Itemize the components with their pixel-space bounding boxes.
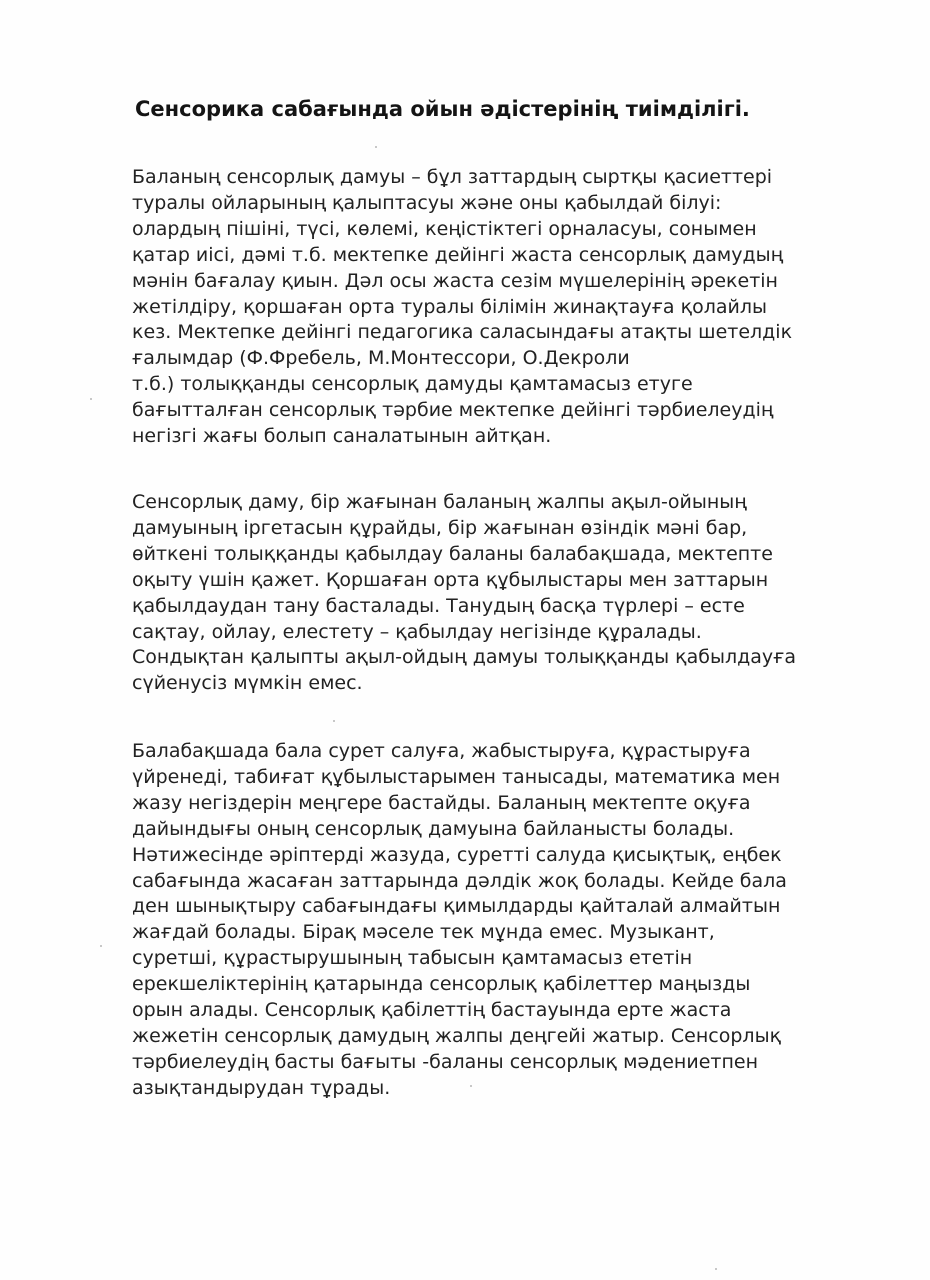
paragraph-line: бағытталған сенсорлық тәрбие мектепке дейінгі тәрбиелеудің xyxy=(132,399,774,422)
scan-speck xyxy=(470,1085,472,1087)
paragraph-line: тәрбиелеудің басты бағыты -баланы сенсорлық мәдениетпен xyxy=(132,1050,758,1073)
paragraph-line: жағдай болады. Бірақ мәселе тек мұнда емес. Музыкант, xyxy=(132,921,715,944)
paragraph-line: суретші, құрастырушының табысын қамтамасыз ететін xyxy=(132,947,693,970)
paragraph-line: туралы ойларының қалыптасуы және оны қабылдай білуі: xyxy=(132,191,722,214)
scan-speck xyxy=(100,945,102,947)
paragraph-1 xyxy=(132,165,912,450)
paragraph-line: жежетін сенсорлық дамудың жалпы деңгейі жатыр. Сенсорлық xyxy=(132,1024,782,1047)
paragraph-line: кез. Мектепке дейінгі педагогика саласындағы атақты шетелдік xyxy=(132,321,793,344)
scan-speck xyxy=(715,1268,717,1270)
paragraph-2 xyxy=(132,490,912,697)
paragraph-line: сабағында жасаған заттарында дәлдік жоқ болады. Кейде бала xyxy=(132,869,787,892)
paragraph-line: оқыту үшін қажет. Қоршаған орта құбылыстары мен заттарын xyxy=(132,568,769,591)
paragraph-line: негізгі жағы болып саналатынын айтқан. xyxy=(132,425,552,448)
scan-speck xyxy=(90,398,92,400)
paragraph-line: сүйенусіз мүмкін емес. xyxy=(132,672,363,695)
paragraph-line: мәнін бағалау қиын. Дәл осы жаста сезім мүшелерінің әрекетін xyxy=(132,269,778,292)
paragraph-line: дамуының іргетасын құрайды, бір жағынан өзіндік мәні бар, xyxy=(132,516,748,539)
document-title: Сенсорика сабағында ойын әдістерінің тиімділігі. xyxy=(135,97,750,121)
paragraph-line: Балабақшада бала сурет салуға, жабыстыруға, құрастыруға xyxy=(132,740,751,762)
paragraph-line: Нәтижесінде әріптерді жазуда, суретті салуда қисықтық, еңбек xyxy=(132,843,782,866)
paragraph-line: жетілдіру, қоршаған орта туралы білімін жинақтауға қолайлы xyxy=(132,295,767,318)
paragraph-line: олардың пішіні, түсі, көлемі, кеңістіктегі орналасуы, сонымен xyxy=(132,217,757,240)
paragraph-line: ғалымдар (Ф.Фребель, М.Монтессори, О.Декроли xyxy=(132,347,630,370)
paragraph-line: қатар иісі, дәмі т.б. мектепке дейінгі жаста сенсорлық дамудың xyxy=(132,243,784,266)
paragraph-line: азықтандырудан тұрады. xyxy=(132,1076,391,1099)
paragraph-line: Баланың сенсорлық дамуы – бұл заттардың сыртқы қасиеттері xyxy=(132,166,773,188)
scan-speck xyxy=(333,720,335,722)
paragraph-3 xyxy=(132,739,912,1102)
paragraph-line: сақтау, ойлау, елестету – қабылдау негізінде құралады. xyxy=(132,620,702,643)
paragraph-line: өйткені толыққанды қабылдау баланы балабақшада, мектепте xyxy=(132,542,773,565)
paragraph-line: қабылдаудан тану басталады. Танудың басқа түрлері – есте xyxy=(132,594,745,617)
scan-speck xyxy=(375,146,377,148)
paragraph-line: Сенсорлық даму, бір жағынан баланың жалпы ақыл-ойының xyxy=(132,491,747,513)
paragraph-line: т.б.) толыққанды сенсорлық дамуды қамтамасыз етуге xyxy=(132,373,693,396)
paragraph-line: Сондықтан қалыпты ақыл-ойдың дамуы толыққанды қабылдауға xyxy=(132,646,797,669)
paragraph-line: жазу негіздерін меңгере бастайды. Баланың мектепте оқуға xyxy=(132,791,751,814)
paragraph-line: дайындығы оның сенсорлық дамуына байланысты болады. xyxy=(132,817,735,840)
paragraph-line: ден шынықтыру сабағындағы қимылдарды қайталай алмайтын xyxy=(132,895,781,918)
paragraph-line: үйренеді, табиғат құбылыстарымен танысады, математика мен xyxy=(132,765,781,788)
paragraph-line: ерекшеліктерінің қатарында сенсорлық қабілеттер маңызды xyxy=(132,973,751,996)
paragraph-line: орын алады. Сенсорлық қабілеттің бастауында ерте жаста xyxy=(132,999,732,1022)
